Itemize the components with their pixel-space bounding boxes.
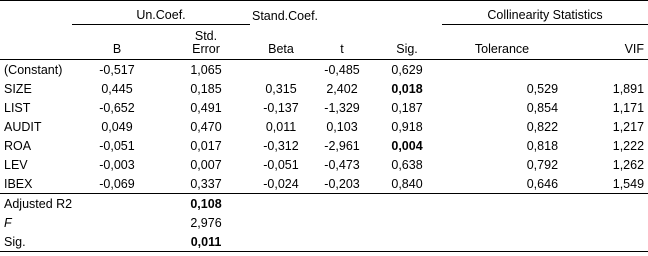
stat-blank [72, 213, 162, 232]
stat-empty [442, 213, 562, 232]
column-header-t: t [340, 42, 344, 56]
cell-sig: 0,018 [391, 81, 423, 96]
stat-label: Sig. [0, 232, 72, 252]
cell-t: -0,485 [312, 60, 372, 80]
cell-t: 0,103 [326, 119, 358, 134]
stat-empty [562, 194, 648, 214]
column-header-b: B [72, 25, 162, 60]
stat-empty [250, 194, 312, 214]
cell-beta [250, 60, 312, 80]
stat-value: 2,976 [190, 215, 222, 230]
cell-stderr: 1,065 [162, 60, 250, 80]
group-header-uncoef: Un.Coef. [136, 8, 186, 22]
row-label: SIZE [4, 81, 32, 96]
cell-b: -0,517 [72, 60, 162, 80]
table-row [0, 174, 648, 194]
cell-vif [562, 60, 648, 80]
row-label: LEV [4, 157, 28, 172]
stat-empty [250, 232, 312, 252]
stat-empty [372, 213, 442, 232]
stat-value: 0,108 [190, 196, 222, 211]
column-header-label-blank [0, 25, 72, 60]
stat-blank [72, 194, 162, 214]
cell-vif: 1,217 [612, 119, 645, 134]
stat-empty [372, 194, 442, 214]
cell-vif: 1,549 [562, 174, 648, 194]
column-header-vif: VIF [562, 25, 648, 60]
cell-beta: -0,137 [263, 100, 299, 115]
group-header-gap [372, 1, 442, 25]
stat-value: 0,011 [162, 232, 250, 252]
cell-stderr: 0,491 [190, 100, 222, 115]
cell-beta: 0,011 [265, 119, 297, 134]
group-header-uncoef-cell [72, 1, 250, 25]
cell-t: -0,473 [324, 157, 360, 172]
stat-empty [372, 232, 442, 252]
row-label: IBEX [0, 174, 72, 194]
cell-sig: 0,638 [391, 157, 423, 172]
cell-b: -0,051 [99, 138, 135, 153]
cell-b: 0,049 [101, 119, 133, 134]
stat-empty [562, 232, 648, 252]
stat-empty [250, 213, 312, 232]
column-header-sig: Sig. [396, 42, 418, 56]
cell-stderr: 0,017 [190, 138, 222, 153]
stat-blank [72, 232, 162, 252]
group-header-blank [0, 1, 72, 25]
cell-b: -0,003 [99, 157, 135, 172]
stat-empty [312, 232, 372, 252]
cell-t: -2,961 [324, 138, 360, 153]
cell-b: -0,069 [72, 174, 162, 194]
cell-beta: -0,312 [263, 138, 299, 153]
cell-tolerance: 0,646 [442, 174, 562, 194]
stat-row [0, 194, 648, 214]
cell-beta: 0,315 [265, 81, 297, 96]
table-row [0, 155, 648, 174]
cell-tolerance [442, 60, 562, 80]
cell-sig: 0,629 [372, 60, 442, 80]
group-header-row [0, 1, 648, 25]
stat-empty [312, 213, 372, 232]
cell-t: -1,329 [324, 100, 360, 115]
stat-empty [562, 213, 648, 232]
table-row [0, 98, 648, 117]
table-row [0, 136, 648, 155]
stat-label: Adjusted R2 [4, 196, 73, 211]
row-label: LIST [4, 100, 31, 115]
stat-empty [312, 194, 372, 214]
cell-sig: 0,187 [391, 100, 423, 115]
stat-empty [442, 194, 562, 214]
table-row [0, 117, 648, 136]
column-header-beta: Beta [268, 42, 294, 56]
cell-b: -0,652 [99, 100, 135, 115]
row-label: (Constant) [0, 60, 72, 80]
column-header-stderr-line1: Std. [194, 29, 218, 43]
group-header-standcoef: Stand.Coef. [252, 8, 319, 23]
cell-stderr: 0,007 [190, 157, 222, 172]
cell-vif: 1,891 [612, 81, 645, 96]
cell-beta: -0,024 [250, 174, 312, 194]
cell-t: -0,203 [312, 174, 372, 194]
row-label: AUDIT [4, 119, 42, 134]
group-header-collinearity: Collinearity Statistics [487, 8, 603, 22]
table-row [0, 79, 648, 98]
column-header-stderr [162, 25, 250, 60]
cell-vif: 1,222 [612, 138, 645, 153]
cell-b: 0,445 [101, 81, 133, 96]
cell-tolerance: 0,792 [526, 157, 559, 172]
cell-tolerance: 0,822 [526, 119, 559, 134]
stat-label: F [4, 215, 12, 230]
group-header-standcoef-cell [250, 1, 372, 25]
cell-tolerance: 0,854 [526, 100, 559, 115]
cell-sig: 0,840 [372, 174, 442, 194]
cell-vif: 1,171 [612, 100, 645, 115]
row-label: ROA [4, 138, 32, 153]
cell-sig: 0,004 [391, 138, 423, 153]
column-header-tolerance: Tolerance [442, 25, 562, 60]
cell-sig: 0,918 [391, 119, 423, 134]
cell-t: 2,402 [326, 81, 358, 96]
cell-beta: -0,051 [263, 157, 299, 172]
cell-tolerance: 0,529 [526, 81, 559, 96]
cell-vif: 1,262 [612, 157, 645, 172]
stat-row [0, 213, 648, 232]
column-header-stderr-line2: Error [192, 42, 220, 56]
cell-stderr: 0,470 [190, 119, 222, 134]
column-header-row [0, 25, 648, 60]
table-row [0, 60, 648, 80]
stat-row [0, 232, 648, 252]
cell-stderr: 0,337 [162, 174, 250, 194]
cell-tolerance: 0,818 [526, 138, 559, 153]
stat-empty [442, 232, 562, 252]
group-header-collinearity-cell [442, 1, 648, 25]
cell-stderr: 0,185 [190, 81, 222, 96]
